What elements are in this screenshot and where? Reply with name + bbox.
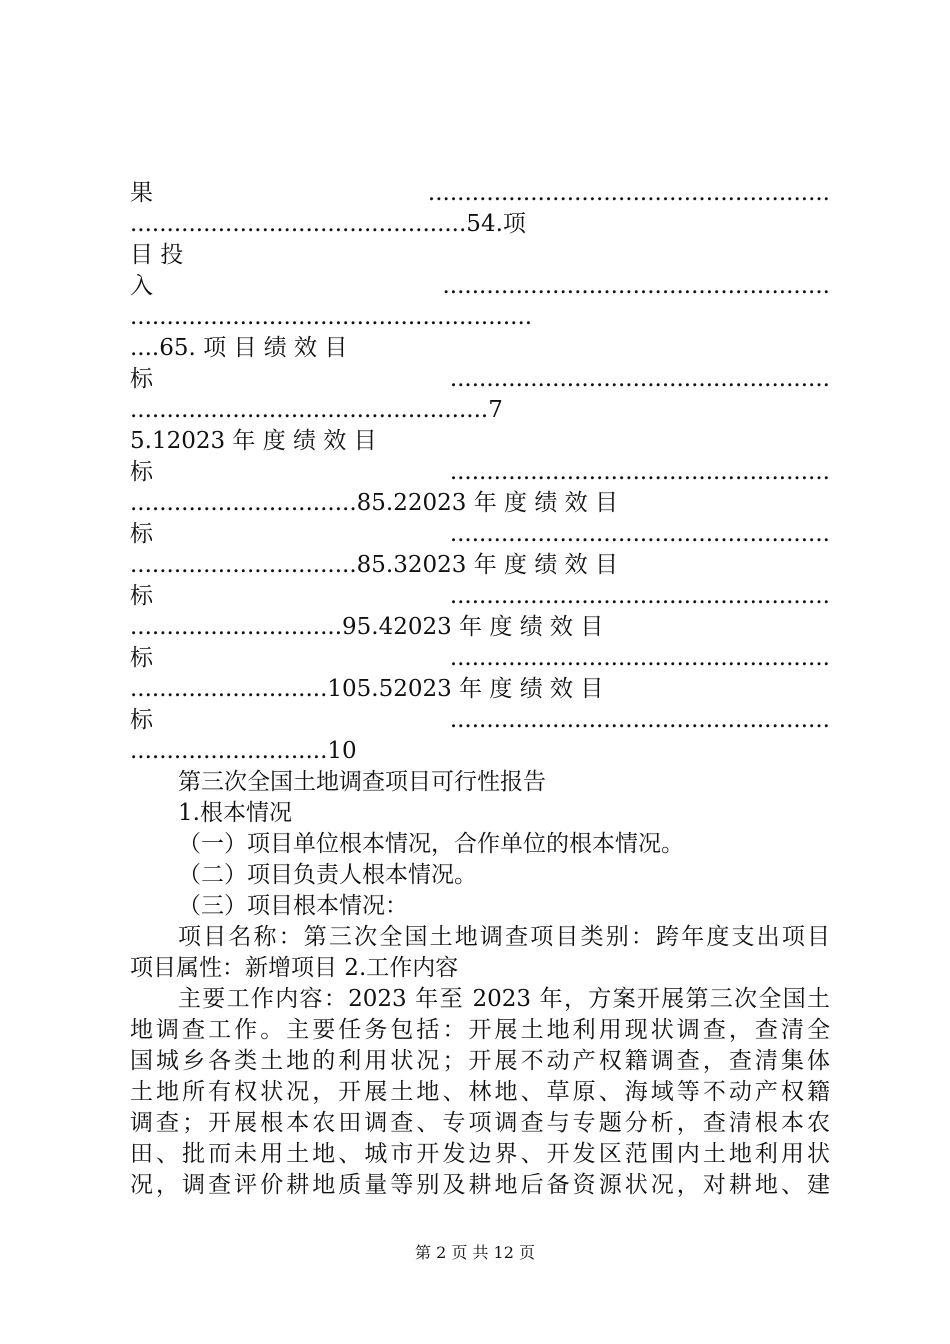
toc-line: .................................................7 xyxy=(130,397,503,423)
toc-line: 标.................................................... xyxy=(130,366,830,392)
toc-line: 标.................................................... xyxy=(130,459,830,485)
body-text-line: 田、批而未用土地、城市开发边界、开发区范围内土地利用状 xyxy=(130,1141,830,1167)
body-text-line: 项目名称：第三次全国土地调查项目类别：跨年度支出项目 xyxy=(178,924,830,950)
body-text-line: 项目属性：新增项目 2.工作内容 xyxy=(130,955,459,981)
toc-line: ...............................85.32023 年 度 绩 效 目 xyxy=(130,552,618,578)
toc-line: 入..................................................... xyxy=(130,273,830,299)
toc-line: 果....................................................... xyxy=(130,180,830,206)
section-heading: 1.根本情况 xyxy=(178,800,292,826)
toc-line: 标.................................................... xyxy=(130,521,830,547)
report-title: 第三次全国土地调查项目可行性报告 xyxy=(178,769,546,795)
toc-line: ..............................................54.项 xyxy=(130,211,526,237)
toc-line: ...............................85.22023 年 度 绩 效 目 xyxy=(130,490,618,516)
toc-line: 标.................................................... xyxy=(130,583,830,609)
body-text-line: 况，调查评价耕地质量等别及耕地后备资源状况，对耕地、建 xyxy=(130,1172,830,1198)
toc-line: ...........................105.52023 年 度 绩 效 目 xyxy=(130,676,604,702)
body-text-line: 调查；开展根本农田调查、专项调查与专题分析，查清根本农 xyxy=(130,1110,830,1136)
subsection-heading: （一）项目单位根本情况，合作单位的根本情况。 xyxy=(178,831,684,857)
toc-line: 标.................................................... xyxy=(130,707,830,733)
toc-line: 标.................................................... xyxy=(130,645,830,671)
body-text-line: 主要工作内容：2023 年至 2023 年，方案开展第三次全国土 xyxy=(178,986,830,1012)
body-text-line: 国城乡各类土地的利用状况；开展不动产权籍调查，查清集体 xyxy=(130,1048,830,1074)
subsection-heading: （二）项目负责人根本情况。 xyxy=(178,862,477,888)
body-text-line: 地调查工作。主要任务包括：开展土地利用现状调查，查清全 xyxy=(130,1017,830,1043)
toc-line: ....65. 项 目 绩 效 目 xyxy=(130,335,348,361)
toc-line: 目 投 xyxy=(130,242,184,268)
toc-line: 5.12023 年 度 绩 效 目 xyxy=(130,428,377,454)
subsection-heading: （三）项目根本情况： xyxy=(178,893,408,919)
toc-line: .............................95.42023 年 度 绩 效 目 xyxy=(130,614,604,640)
toc-line: ....................................................... xyxy=(130,304,533,330)
body-text-line: 土地所有权状况，开展土地、林地、草原、海域等不动产权籍 xyxy=(130,1079,830,1105)
page-number-footer: 第 2 页 共 12 页 xyxy=(415,1243,535,1262)
toc-line: ...........................10 xyxy=(130,738,357,764)
